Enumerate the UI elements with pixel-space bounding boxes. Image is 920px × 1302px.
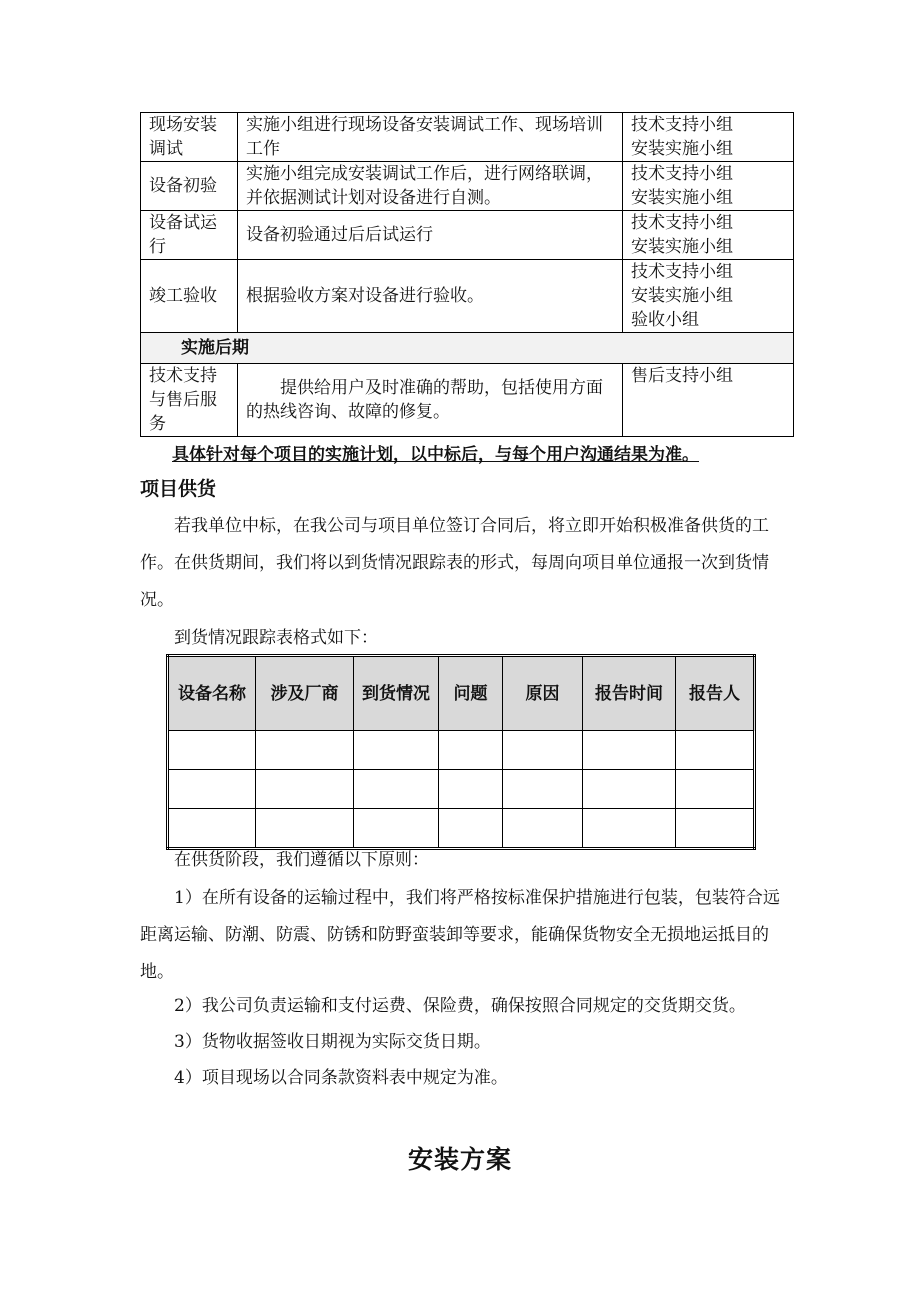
table-cell [676, 731, 755, 770]
column-header: 设备名称 [168, 656, 256, 731]
team-cell [623, 211, 794, 260]
table-cell [583, 731, 676, 770]
table-cell [439, 731, 503, 770]
section-heading: 项目供货 [140, 478, 217, 500]
table-cell [354, 770, 439, 809]
content-cell: 根据验收方案对设备进行验收。 [238, 260, 623, 333]
paragraph-text: 4）项目现场以合同条款资料表中规定为准。 [174, 1068, 508, 1088]
team-name: 技术支持小组 [631, 164, 733, 184]
team-name: 售后支持小组 [631, 366, 733, 386]
column-header: 报告人 [676, 656, 755, 731]
principle-item [140, 1060, 786, 1097]
table-row [168, 731, 755, 770]
plan-note: 具体针对每个项目的实施计划，以中标后，与每个用户沟通结果为准。 [172, 445, 699, 465]
stage-cell: 设备试运行 [141, 211, 238, 260]
team-cell [623, 113, 794, 162]
table-row [141, 364, 794, 437]
table-cell [354, 731, 439, 770]
delivery-tracking-table [166, 654, 756, 850]
principle-item [140, 880, 786, 991]
paragraph-text: 在供货阶段，我们遵循以下原则： [174, 850, 429, 870]
team-name: 技术支持小组 [631, 262, 733, 282]
table-cell [168, 770, 256, 809]
table-header-row [168, 656, 755, 731]
table-cell [168, 731, 256, 770]
principle-item [140, 988, 786, 1025]
column-header: 原因 [503, 656, 583, 731]
table-row [141, 162, 794, 211]
stage-cell: 竣工验收 [141, 260, 238, 333]
team-name: 安装实施小组 [631, 237, 733, 257]
paragraph-text: 到货情况跟踪表格式如下： [174, 628, 378, 648]
implementation-plan-table [140, 112, 794, 437]
team-name: 验收小组 [631, 310, 699, 330]
team-cell [623, 162, 794, 211]
team-cell [623, 364, 794, 437]
table-intro-paragraph [140, 620, 786, 657]
table-cell [676, 770, 755, 809]
section-row [141, 333, 794, 364]
table-cell [256, 731, 354, 770]
table-cell [503, 731, 583, 770]
table-cell [256, 770, 354, 809]
team-name: 技术支持小组 [631, 213, 733, 233]
paragraph-text: 2）我公司负责运输和支付运费、保险费，确保按照合同规定的交货期交货。 [174, 996, 746, 1016]
team-name: 安装实施小组 [631, 286, 733, 306]
stage-cell: 技术支持与售后服务 [141, 364, 238, 437]
principles-intro-paragraph [140, 842, 786, 879]
table-row [168, 770, 755, 809]
table-row [141, 211, 794, 260]
team-name: 技术支持小组 [631, 115, 733, 135]
table-row [141, 260, 794, 333]
content-cell: 提供给用户及时准确的帮助，包括使用方面的热线咨询、故障的修复。 [238, 364, 623, 437]
team-name: 安装实施小组 [631, 188, 733, 208]
paragraph-text: 3）货物收据签收日期视为实际交货日期。 [174, 1032, 491, 1052]
principle-item [140, 1024, 786, 1061]
stage-cell: 设备初验 [141, 162, 238, 211]
content-cell: 实施小组进行现场设备安装调试工作、现场培训工作 [238, 113, 623, 162]
supply-intro-paragraph [140, 508, 786, 619]
table-row [141, 113, 794, 162]
content-cell: 实施小组完成安装调试工作后，进行网络联调，并依据测试计划对设备进行自测。 [238, 162, 623, 211]
column-header: 到货情况 [354, 656, 439, 731]
column-header: 涉及厂商 [256, 656, 354, 731]
column-header: 报告时间 [583, 656, 676, 731]
team-name: 安装实施小组 [631, 139, 733, 159]
section-title: 安装方案 [407, 1145, 512, 1174]
paragraph-text: 1）在所有设备的运输过程中，我们将严格按标准保护措施进行包装，包装符合远距离运输、防潮、防震、防锈和防野蛮装卸等要求，能确保货物安全无损地运抵目的地。 [140, 888, 780, 982]
table-cell [439, 770, 503, 809]
table-cell [583, 770, 676, 809]
table-cell [503, 770, 583, 809]
column-header: 问题 [439, 656, 503, 731]
paragraph-text: 若我单位中标，在我公司与项目单位签订合同后，将立即开始积极准备供货的工作。在供货期间，我们将以到货情况跟踪表的形式，每周向项目单位通报一次到货情况。 [140, 516, 769, 610]
team-cell [623, 260, 794, 333]
section-label: 实施后期 [141, 333, 794, 364]
stage-cell: 现场安装调试 [141, 113, 238, 162]
content-cell: 设备初验通过后后试运行 [238, 211, 623, 260]
